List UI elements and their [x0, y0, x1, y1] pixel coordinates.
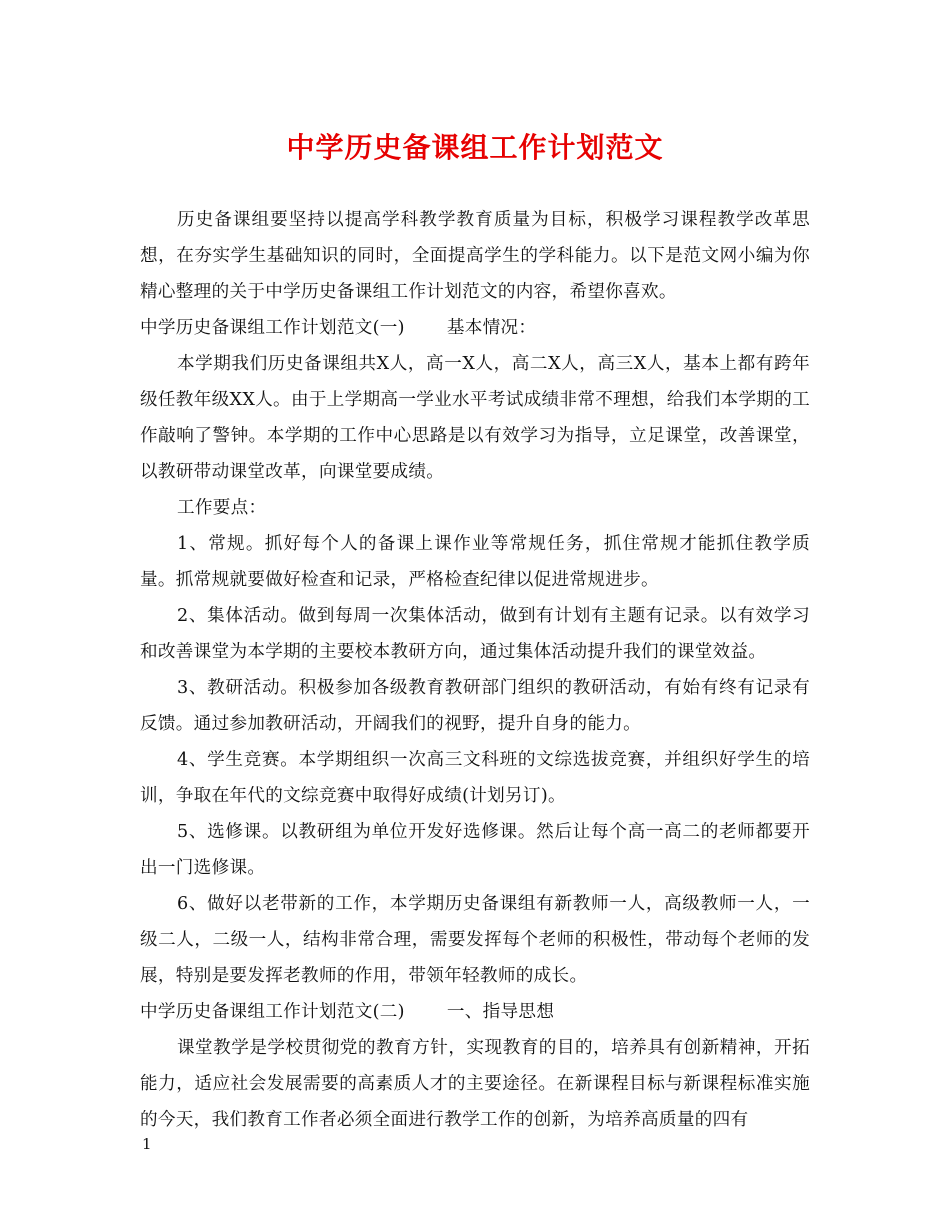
key-points-label: 工作要点：: [176, 498, 267, 518]
section-2-heading-line: [140, 994, 810, 1030]
section-2-subheading: 一、指导思想: [446, 1002, 555, 1022]
section-2-heading: 中学历史备课组工作计划范文(二): [140, 1002, 405, 1022]
key-point-item: 3、教研活动。积极参加各级教育教研部门组织的教研活动，有始有终有记录有反馈。通过参加教研活动，开阔我们的视野，提升自身的能力。: [140, 678, 810, 734]
key-point-item: 5、选修课。以教研组为单位开发好选修课。然后让每个高一高二的老师都要开出一门选修课。: [140, 822, 810, 878]
guiding-thought-paragraph: 课堂教学是学校贯彻党的教育方针，实现教育的目的，培养具有创新精神，开拓能力，适应社会发展需要的高素质人才的主要途径。在新课程目标与新课程标准实施的今天，我们教育工作者必须全面进行教学工作的创新，为培养高质量的四有: [140, 1038, 810, 1130]
document-title: 中学历史备课组工作计划范文: [286, 131, 664, 164]
section-1-heading: 中学历史备课组工作计划范文(一): [140, 318, 405, 338]
key-point-item: 2、集体活动。做到每周一次集体活动，做到有计划有主题有记录。以有效学习和改善课堂为本学期的主要校本教研方向，通过集体活动提升我们的课堂效益。: [140, 606, 810, 662]
key-point-item: 1、常规。抓好每个人的备课上课作业等常规任务，抓住常规才能抓住教学质量。抓常规就要做好检查和记录，严格检查纪律以促进常规进步。: [140, 534, 810, 590]
key-point-item: 6、做好以老带新的工作，本学期历史备课组有新教师一人，高级教师一人，一级二人，二级一人，结构非常合理，需要发挥每个老师的积极性，带动每个老师的发展，特别是要发挥老教师的作用，带领年轻教师的成长。: [140, 894, 810, 986]
section-1-subheading: 基本情况：: [446, 318, 537, 338]
situation-paragraph: 本学期我们历史备课组共X人，高一X人，高二X人，高三X人，基本上都有跨年级任教年级XX人。由于上学期高一学业水平考试成绩非常不理想，给我们本学期的工作敲响了警钟。本学期的工作中心思路是以有效学习为指导，立足课堂，改善课堂，以教研带动课堂改革，向课堂要成绩。: [140, 354, 810, 482]
key-point-item: 4、学生竞赛。本学期组织一次高三文科班的文综选拔竞赛，并组织好学生的培训，争取在年代的文综竞赛中取得好成绩(计划另订)。: [140, 750, 810, 806]
document-body: [140, 202, 810, 1138]
intro-paragraph: 历史备课组要坚持以提高学科教学教育质量为目标，积极学习课程教学改革思想，在夯实学生基础知识的同时，全面提高学生的学科能力。以下是范文网小编为你精心整理的关于中学历史备课组工作计划范文的内容，希望你喜欢。: [140, 210, 810, 302]
page-number: 1: [142, 1135, 152, 1153]
section-1-heading-line: [140, 310, 810, 346]
